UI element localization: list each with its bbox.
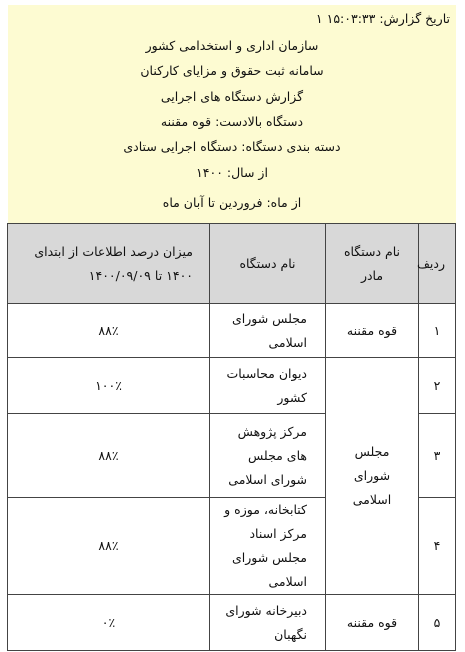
header-percent: میزان درصد اطلاعات از ابتدای ۱۴۰۰ تا ۱۴۰۰/۰۹/۰۹ <box>8 224 210 304</box>
header-agency-name: نام دستگاه <box>210 224 326 304</box>
report-date: تاریخ گزارش: ۱۵:۰۳:۳۳ ۱ <box>315 11 450 26</box>
percent-cell: ۸۸٪ <box>8 498 210 595</box>
agency-name-cell: دیوان محاسبات کشور <box>210 358 326 414</box>
from-month: از ماه: فروردین تا آبان ماه <box>162 195 302 210</box>
row-number: ۲ <box>419 358 456 414</box>
organization-name: سازمان اداری و استخدامی کشور <box>145 38 319 53</box>
agency-category: دسته بندی دستگاه: دستگاه اجرایی ستادی <box>123 139 341 154</box>
percent-cell: ۸۸٪ <box>8 304 210 358</box>
parent-agency-cell: مجلس شورای اسلامی <box>326 358 419 595</box>
table-row <box>8 304 456 358</box>
header-parent-agency: نام دستگاه مادر <box>326 224 419 304</box>
parent-agency: دستگاه بالادست: قوه مقننه <box>160 114 304 129</box>
system-name: سامانه ثبت حقوق و مزایای کارکنان <box>140 63 324 78</box>
agency-table <box>7 223 456 651</box>
header-row-number: ردیف <box>419 224 456 304</box>
agency-name-cell: کتابخانه، موزه و مرکز اسناد مجلس شورای اسلامی <box>210 498 326 595</box>
table-header-row <box>8 224 456 304</box>
percent-cell: ۱۰۰٪ <box>8 358 210 414</box>
agency-name-cell: مجلس شورای اسلامی <box>210 304 326 358</box>
agency-name-cell: مرکز پژوهش های مجلس شورای اسلامی <box>210 414 326 498</box>
from-year: از سال: ۱۴۰۰ <box>196 165 268 180</box>
report-header <box>8 5 456 223</box>
agency-name-cell: دبیرخانه شورای نگهبان <box>210 595 326 651</box>
report-title: گزارش دستگاه های اجرایی <box>160 89 304 104</box>
parent-agency-cell: قوه مقننه <box>326 304 419 358</box>
table-row <box>8 595 456 651</box>
report-page <box>8 5 456 651</box>
parent-agency-cell: قوه مقننه <box>326 595 419 651</box>
row-number: ۵ <box>419 595 456 651</box>
row-number: ۱ <box>419 304 456 358</box>
row-number: ۴ <box>419 498 456 595</box>
row-number: ۳ <box>419 414 456 498</box>
percent-cell: ۰٪ <box>8 595 210 651</box>
percent-cell: ۸۸٪ <box>8 414 210 498</box>
table-row <box>8 358 456 414</box>
